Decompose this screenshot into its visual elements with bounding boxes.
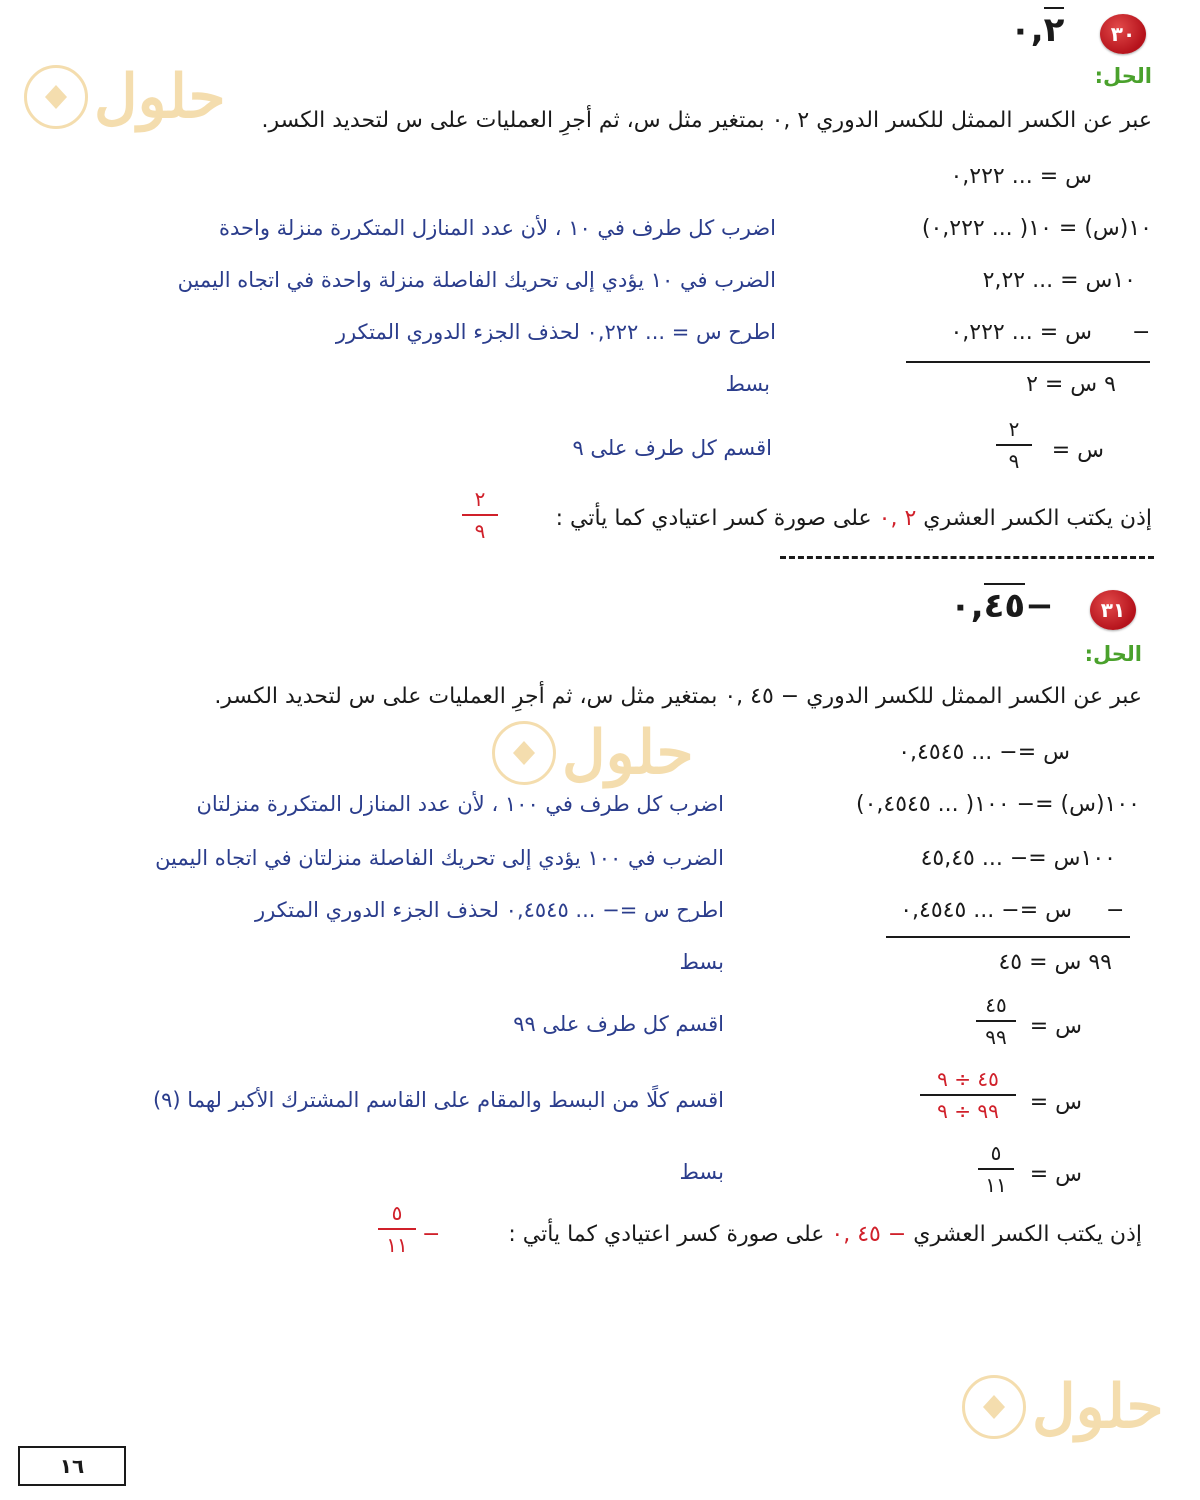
fraction-bar <box>920 1094 1016 1096</box>
watermark-text: حلول <box>1032 1372 1164 1442</box>
equation-6-lhs: س = <box>1029 1014 1082 1039</box>
fraction-denominator: ٩٩ ÷ ٩ <box>937 1099 999 1123</box>
watermark-text: حلول <box>94 62 226 132</box>
equation-4: س = ... ٠,٢٢٢ <box>950 320 1092 345</box>
section-divider <box>780 556 1154 559</box>
fraction-denominator: ١١ <box>985 1173 1007 1197</box>
step-note-3: الضرب في ١٠ يؤدي إلى تحريك الفاصلة منزلة واحدة في اتجاه اليمين <box>177 268 776 292</box>
watermark-bottom <box>962 1372 1164 1442</box>
conclusion-value: ٢ ,٠ <box>878 506 917 531</box>
answer-fraction <box>378 1200 416 1258</box>
equation-2: ١٠(س) = ١٠( ... ٠,٢٢٢) <box>921 216 1152 241</box>
equation-6-fraction <box>976 992 1016 1050</box>
problem-intro: عبر عن الكسر الممثل للكسر الدوري ٢ ,٠ بمتغير مثل س، ثم أجرِ العمليات على س لتحديد الكسر. <box>261 108 1152 133</box>
solution-label: الحل: <box>1084 642 1142 666</box>
step-note-4: اطرح س = ... ٠,٢٢٢ لحذف الجزء الدوري المتكرر <box>335 320 776 344</box>
step-note-5: بسط <box>725 372 770 396</box>
answer-sign: − <box>422 1222 441 1247</box>
fraction-numerator: ٤٥ <box>985 993 1007 1017</box>
step-note-4: اطرح س =− ... ٠,٤٥٤٥ لحذف الجزء الدوري المتكرر <box>254 898 724 922</box>
solution-label: الحل: <box>1094 64 1152 88</box>
title-repeating: ٢ <box>1044 7 1065 50</box>
answer-denominator: ١١ <box>386 1233 408 1257</box>
watermark-middle <box>492 718 694 788</box>
answer-fraction <box>462 486 498 544</box>
answer-bar <box>378 1228 416 1230</box>
watermark-logo-icon <box>24 65 88 129</box>
subtraction-line <box>906 361 1150 363</box>
equation-8-lhs: س = <box>1029 1162 1082 1187</box>
equation-7-fraction <box>920 1066 1016 1124</box>
step-note-5: بسط <box>679 950 724 974</box>
title-repeating: ٤٥ <box>984 583 1026 626</box>
equation-2: ١٠٠(س) =− ١٠٠( ... ٠,٤٥٤٥) <box>855 792 1140 817</box>
watermark-text: حلول <box>562 718 694 788</box>
problem-title <box>950 586 1054 626</box>
conclusion-text: إذن يكتب الكسر العشري <box>913 1222 1142 1247</box>
minus-sign: − <box>1106 898 1125 923</box>
equation-6-fraction <box>996 416 1032 474</box>
page-number: ١٦ <box>59 1454 85 1478</box>
fraction-bar <box>978 1168 1014 1170</box>
conclusion <box>556 506 1152 531</box>
title-sign: − <box>1025 586 1054 626</box>
step-note-2: اضرب كل طرف في ١٠ ، لأن عدد المنازل المتكررة منزلة واحدة <box>219 216 776 240</box>
conclusion-text: إذن يكتب الكسر العشري <box>923 506 1152 531</box>
conclusion <box>508 1222 1142 1247</box>
minus-sign: − <box>1132 320 1151 345</box>
equation-1: س = ... ٠,٢٢٢ <box>950 164 1092 189</box>
answer-bar <box>462 514 498 516</box>
conclusion-tail: على صورة كسر اعتيادي كما يأتي : <box>555 506 872 531</box>
watermark-logo-icon <box>962 1375 1026 1439</box>
watermark-logo-icon <box>492 721 556 785</box>
step-note-7: اقسم كلًا من البسط والمقام على القاسم المشترك الأكبر لهما (٩) <box>152 1088 724 1112</box>
step-note-3: الضرب في ١٠٠ يؤدي إلى تحريك الفاصلة منزلتان في اتجاه اليمين <box>155 846 724 870</box>
page-number-box <box>18 1446 126 1486</box>
title-integer: ٠, <box>1010 10 1044 50</box>
step-note-8: بسط <box>679 1160 724 1184</box>
equation-5: ٩ س = ٢ <box>1026 372 1116 397</box>
fraction-numerator: ٤٥ ÷ ٩ <box>937 1067 999 1091</box>
step-note-6: اقسم كل طرف على ٩٩ <box>513 1012 724 1036</box>
conclusion-value: − ٤٥ ,٠ <box>831 1222 907 1247</box>
answer-numerator: ٢ <box>474 487 486 511</box>
problem-intro: عبر عن الكسر الممثل للكسر الدوري − ٤٥ ,٠ بمتغير مثل س، ثم أجرِ العمليات على س لتحديد الكسر. <box>214 684 1142 709</box>
equation-3: ١٠س = ... ٢,٢٢ <box>982 268 1136 293</box>
fraction-denominator: ٩٩ <box>985 1025 1007 1049</box>
equation-5: ٩٩ س = ٤٥ <box>998 950 1112 975</box>
conclusion-tail: على صورة كسر اعتيادي كما يأتي : <box>508 1222 825 1247</box>
problem-title <box>1010 10 1064 50</box>
fraction-denominator: ٩ <box>1008 449 1020 473</box>
equation-6-lhs: س = <box>1051 438 1104 463</box>
fraction-bar <box>976 1020 1016 1022</box>
problem-number-badge <box>1100 14 1146 54</box>
step-note-2: اضرب كل طرف في ١٠٠ ، لأن عدد المنازل المتكررة منزلتان <box>196 792 724 816</box>
fraction-numerator: ٥ <box>990 1141 1002 1165</box>
equation-3: ١٠٠س =− ... ٤٥,٤٥ <box>920 846 1116 871</box>
fraction-bar <box>996 444 1032 446</box>
fraction-numerator: ٢ <box>1008 417 1020 441</box>
answer-numerator: ٥ <box>391 1201 403 1225</box>
title-integer: ٠, <box>950 586 984 626</box>
step-note-6: اقسم كل طرف على ٩ <box>572 436 772 460</box>
problem-number: ٣١ <box>1100 598 1126 622</box>
problem-number-badge <box>1090 590 1136 630</box>
equation-1: س =− ... ٠,٤٥٤٥ <box>898 740 1070 765</box>
equation-7-lhs: س = <box>1029 1090 1082 1115</box>
problem-number: ٣٠ <box>1110 22 1136 46</box>
subtraction-line <box>886 936 1130 938</box>
answer-denominator: ٩ <box>474 519 486 543</box>
equation-8-fraction <box>978 1140 1014 1198</box>
equation-4: س =− ... ٠,٤٥٤٥ <box>900 898 1072 923</box>
